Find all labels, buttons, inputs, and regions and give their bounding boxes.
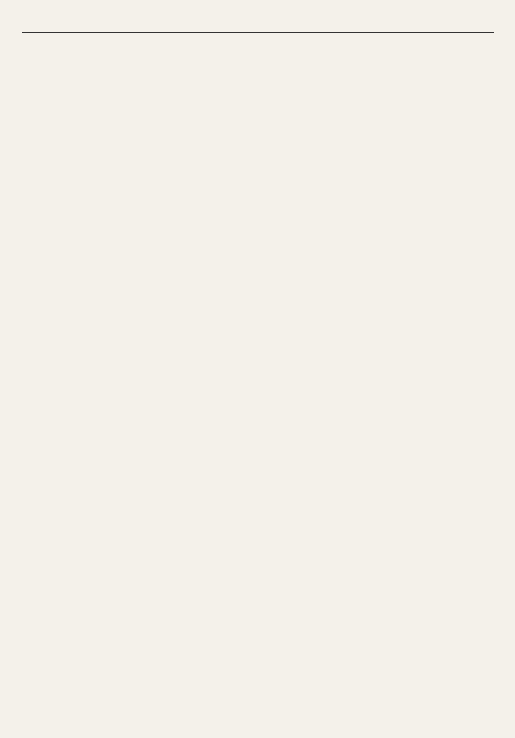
top-text-block	[19, 39, 491, 355]
bottom-text-block	[19, 372, 491, 688]
header-rule	[22, 32, 494, 33]
